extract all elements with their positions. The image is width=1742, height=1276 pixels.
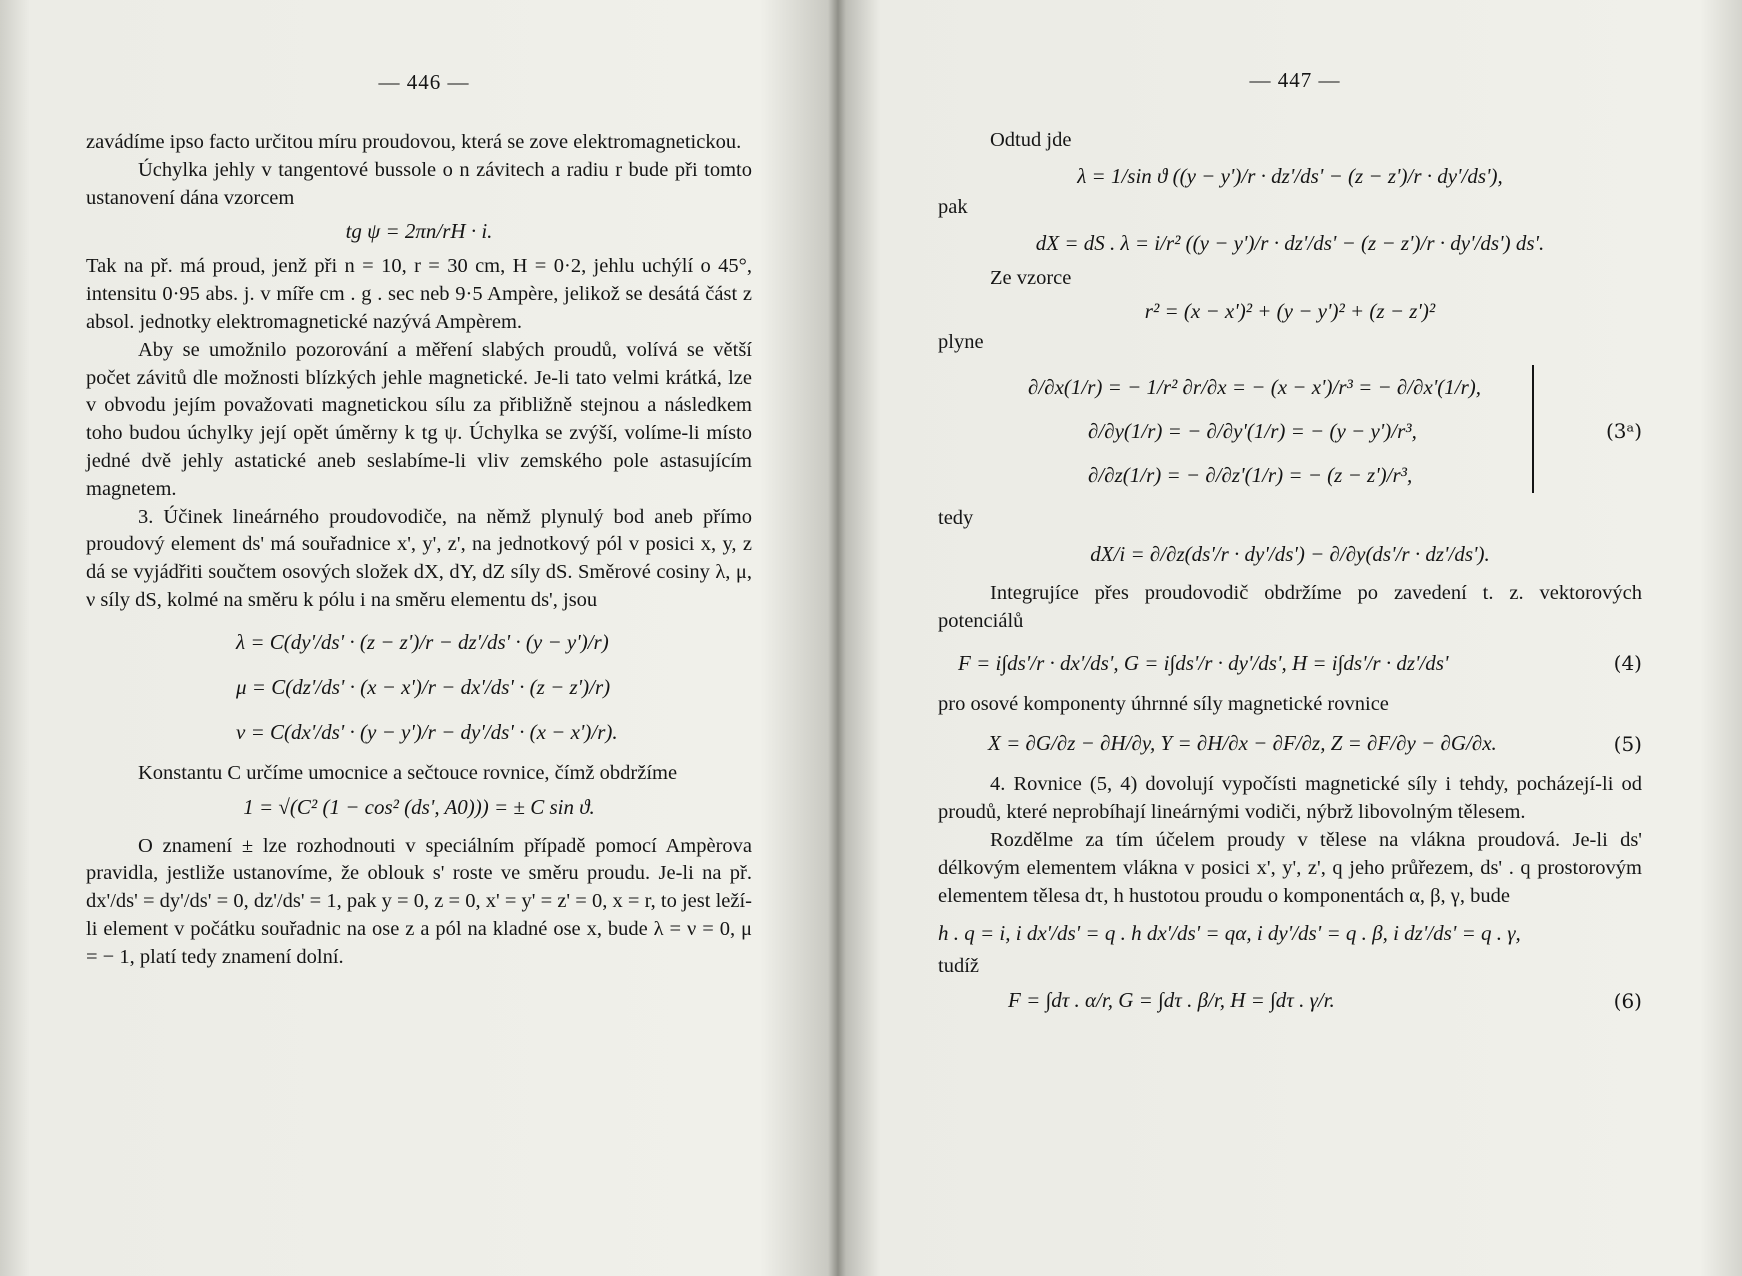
- brace: [1518, 365, 1534, 493]
- formula-r-squared: r² = (x − x')² + (y − y')² + (z − z')²: [1144, 299, 1436, 324]
- formula-current-density: h . q = i, i dx'/ds' = q . h dx'/ds' = qα, i dy'/ds' = q . β, i dz'/ds' = q . γ,: [938, 921, 1521, 946]
- paragraph: Úchylka jehly v tangentové bussole o n závitech a radiu r bude při tomto ustanovení dána vzorcem: [86, 158, 752, 209]
- paragraph: Tak na př. má proud, jenž při n = 10, r = 30 cm, H = 0·2, jehlu uchýlí o 45°, intensitu 0·95 abs. j. v míře cm . g . sec neb 9·5 Ampère, jelikož se desátá část z absol. jednotky elektromagnetické nazývá Ampèrem.: [86, 255, 752, 333]
- formula-tangent: tg ψ = 2πn/rH · i.: [345, 219, 493, 244]
- paragraph: Rozdělme za tím účelem proudy v tělese na vlákna proudová. Je-li ds' délkovým elementem vlákna v posici x', y', z', q jeho průřezem, ds' . q prostorovým elementem tělesa dτ, h hustotou proudu o komponentách α, β, γ, bude: [938, 828, 1642, 907]
- paragraph: plyne: [938, 331, 984, 354]
- page-number-right: — 447 —: [1249, 68, 1341, 92]
- formula-dX: dX = dS . λ = i/r² ((y − y')/r · dz'/ds' − (z − z')/r · dy'/ds') ds'.: [1035, 230, 1545, 255]
- paragraph: tedy: [938, 507, 974, 530]
- formula-dX-over-i: dX/i = ∂/∂z(ds'/r · dy'/ds') − ∂/∂y(ds'/r · dz'/ds').: [1090, 541, 1490, 566]
- page-number-left: — 446 —: [378, 70, 470, 94]
- equation-group-3a: [938, 365, 1642, 497]
- paragraph: Integrujíce přes proudovodič obdržíme po zavedení t. z. vektorových potenciálů: [938, 581, 1642, 632]
- formula-nu: ν = C(dx'/ds' · (y − y')/r − dy'/ds' · (x − x')/r).: [236, 719, 618, 744]
- paragraph: zavádíme ipso facto určitou míru proudovou, která se zove elektromagnetickou.: [86, 131, 742, 153]
- left-page: [0, 0, 836, 1276]
- paragraph: pro osové komponenty úhrnné síly magnetické rovnice: [938, 692, 1389, 715]
- formula-lambda-sin: λ = 1/sin ϑ ((y − y')/r · dz'/ds' − (z − z')/r · dy'/ds'),: [1077, 163, 1503, 188]
- formula-vector-potentials: F = i∫ds'/r · dx'/ds', G = i∫ds'/r · dy'/ds', H = i∫ds'/r · dz'/ds': [958, 650, 1449, 675]
- formula-lambda: λ = C(dy'/ds' · (z − z')/r − dz'/ds' · (y − y')/r): [236, 629, 609, 654]
- paragraph: 3. Účinek lineárného proudovodiče, na němž plynulý bod aneb přímo proudový element ds' má souřadnice x', y', z', na jednotkový pól v posici x, y, z dá se vyjádřiti součtem osových složek dX, dY, dZ síly dS. Směrové cosiny λ, μ, ν síly dS, kolmé na směru k pólu i na směru elementu ds', jsou: [86, 505, 752, 611]
- equation-number: (3ᵃ): [1605, 419, 1642, 444]
- paragraph: Ze vzorce: [990, 266, 1072, 289]
- equation-number: (6): [1613, 988, 1642, 1013]
- formula-force-components: X = ∂G/∂z − ∂H/∂y, Y = ∂H/∂x − ∂F/∂z, Z = ∂F/∂y − ∂G/∂x.: [988, 731, 1497, 756]
- right-page: [846, 0, 1742, 1276]
- equation-number: (5): [1613, 731, 1642, 756]
- paragraph: pak: [938, 195, 968, 218]
- formula-constant: 1 = √(C² (1 − cos² (ds', A0))) = ± C sin ϑ.: [243, 794, 595, 819]
- paragraph: Aby se umožnilo pozorování a měření slabých proudů, volívá se větší počet závitů dle možnosti blízkých jehle magnetické. Je-li tato velmi krátká, lze v obvodu jejím považovati magnetickou sílu za přibližně stejnou a následkem toho budou úchylky její opět úměrny k tg ψ. Úchylka se zvýší, volíme-li místo jedné dvě jehly astatické aneb seslabíme-li vliv zemského pole astasujícím magnetem.: [86, 338, 752, 500]
- formula-volume-potentials: F = ∫dτ . α/r, G = ∫dτ . β/r, H = ∫dτ . γ/r.: [1008, 988, 1335, 1013]
- paragraph: tudíž: [938, 955, 979, 978]
- formula-3a-x: ∂/∂x(1/r) = − 1/r² ∂r/∂x = − (x − x')/r³ = − ∂/∂x'(1/r),: [1028, 374, 1482, 399]
- formula-3a-y: ∂/∂y(1/r) = − ∂/∂y'(1/r) = − (y − y')/r³,: [1088, 418, 1417, 443]
- paragraph: Odtud jde: [990, 129, 1072, 151]
- paragraph: Konstantu C určíme umocnice a sečtouce rovnice, čímž obdržíme: [138, 761, 678, 784]
- formula-mu: μ = C(dz'/ds' · (x − x')/r − dx'/ds' · (z − z')/r): [236, 674, 611, 699]
- equation-number: (4): [1613, 651, 1642, 676]
- formula-3a-z: ∂/∂z(1/r) = − ∂/∂z'(1/r) = − (z − z')/r³,: [1088, 462, 1413, 487]
- paragraph: O znamení ± lze rozhodnouti v speciálním případě pomocí Ampèrova pravidla, jestliže ustanovíme, že oblouk s' roste ve směru proudu. Je-li na př. dx'/ds' = dy'/ds' = 0, dz'/ds' = 1, pak y = 0, z = 0, x' = y' = z' = 0, x = r, to jest leží-li element v počátku souřadnic na ose z a pól na kladné ose x, bude λ = ν = 0, μ = − 1, platí tedy znamení dolní.: [86, 834, 752, 968]
- paragraph: 4. Rovnice (5, 4) dovolují vypočísti magnetické síly i tehdy, pocházejí-li od proudů, které neprobíhají lineárnými vodiči, nýbrž libovolným tělesem.: [938, 773, 1642, 824]
